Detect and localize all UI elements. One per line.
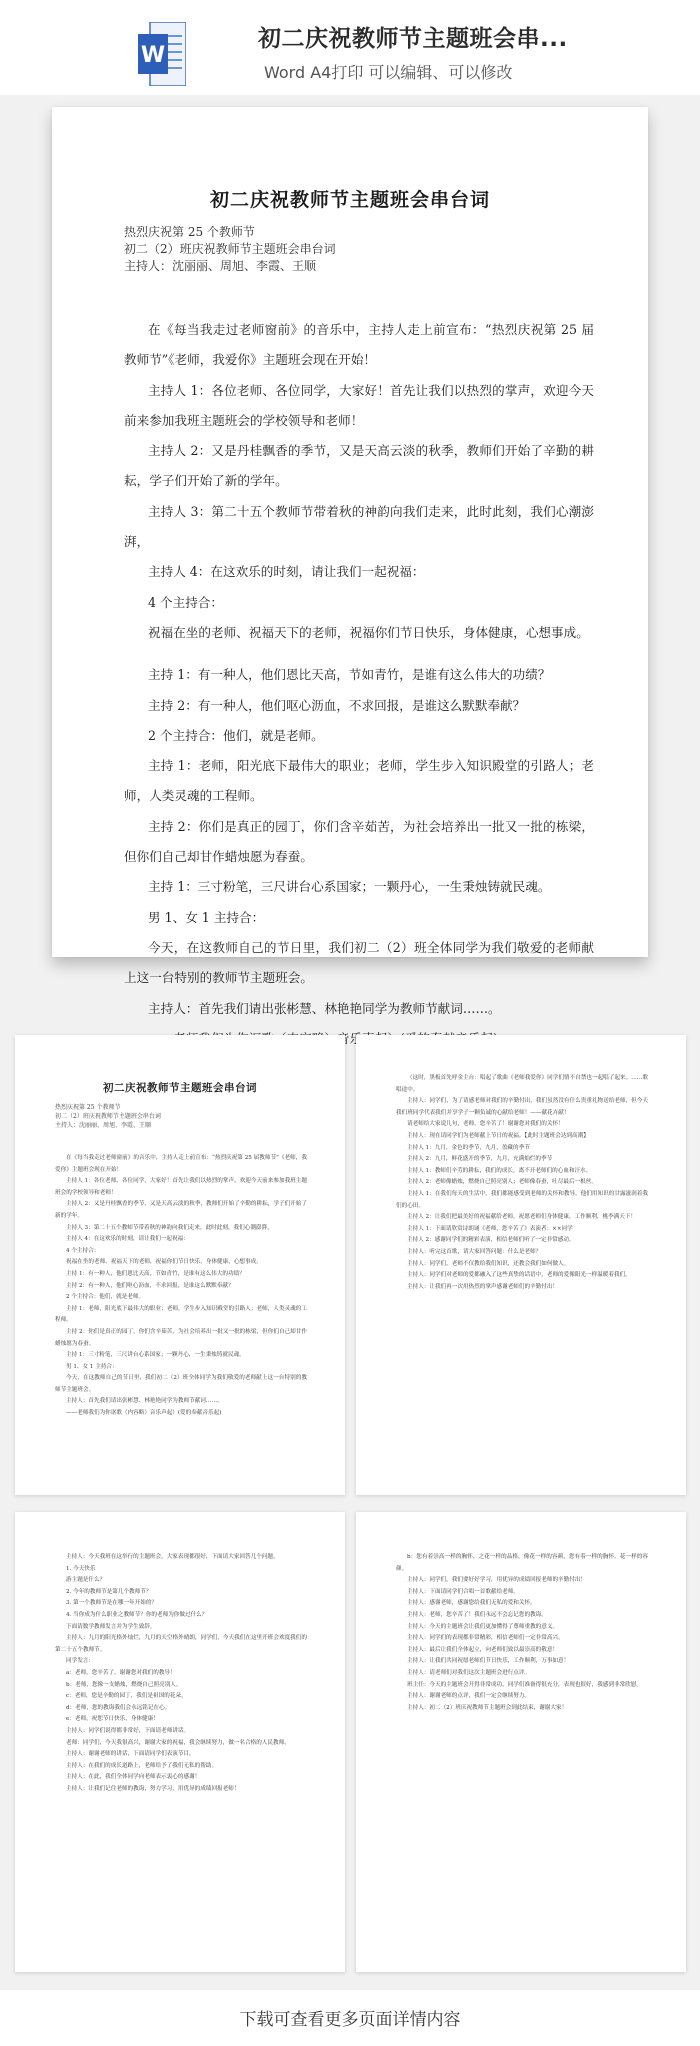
footer — [0, 1990, 700, 2046]
paragraph: 主持人 1：教师们辛劳的耕耘，我们的成长，离不开老师们的心血和汗水。 — [407, 1167, 592, 1174]
paragraph: 主持 1：三寸粉笔，三尺讲台心系国家；一颗丹心，一生秉烛铸就民魂。 — [66, 1352, 245, 1359]
meta-line: 初二（2）班庆祝教师节主题班会串台词 — [55, 1113, 161, 1120]
paragraph: 男 1、女 1 主持合： — [66, 1363, 118, 1370]
paragraph: 主持人：让我们再一次用热烈的掌声感谢老师们的辛勤付出！ — [407, 1283, 559, 1290]
page-thumbnail-3[interactable] — [15, 1512, 345, 1972]
paragraph: 主持人：请老师们对我们这次主题班会进行点评。 — [407, 1669, 531, 1676]
paragraph: 主持人：现在请同学们为老师献上节日的祝福。【此时主题班会达到高潮】 — [407, 1132, 589, 1139]
paragraph: 主持人：首先我们请出张彬慧、林艳艳同学为教师节献词……。 — [66, 1398, 223, 1405]
meta-line: 主持人：沈丽丽、周旭、李霞、王顺 — [124, 259, 317, 273]
paragraph: 主持人：感谢老师，感谢您给我们无私的爱和关怀。 — [407, 1600, 536, 1607]
paragraph: 主持人：今天我班在这举行的主题班会，大家表现都很好，下面请大家回答几个问题。 — [66, 1554, 279, 1560]
paragraph: 3. 第一个教师节是在哪一年开始的？ — [66, 1600, 158, 1607]
paragraph: （这时，黑板首先呼金主台：唱起了歌曲《老师我爱你》同学们情不自禁也一起唱了起来。……歌唱途中。 — [396, 1075, 648, 1093]
paragraph: 1. 今天快乐 — [66, 1565, 96, 1572]
paragraph: 主持人 1：九月，金色的季节，九月，盈藏的季节 — [407, 1144, 530, 1151]
meta-line: 热烈庆祝第 25 个教师节 — [55, 1104, 121, 1111]
download-more-link[interactable]: 下载可查看更多页面详情内容 — [239, 2010, 461, 2030]
paragraph: 主持人 3：第二十五个教师节带着秋的神韵向我们走来，此时此刻，我们心潮澎湃， — [124, 503, 594, 550]
thumbnail-body — [55, 1552, 307, 1795]
paragraph: 主持 2：有一种人，他们呕心沥血，不求回报，是谁这么默默奉献？ — [148, 697, 526, 713]
header — [0, 0, 700, 95]
paragraph: e：老师，祝您节日快乐，身体健康！ — [66, 1716, 159, 1723]
thumbnail-title: 初二庆祝教师节主题班会串台词 — [103, 1082, 257, 1094]
paragraph: 同学发言： — [66, 1658, 94, 1665]
thumbnail-body — [396, 1073, 648, 1293]
paragraph: 主持 2：你们是真正的园丁，你们含辛茹苦，为社会培养出一批又一批的栋梁，但你们自己却甘作蜡烛愿为春蚕。 — [124, 818, 594, 865]
paragraph: 主持 2：有一种人，他们呕心沥血，不求回报，是谁这么默默奉献？ — [66, 1282, 234, 1289]
paragraph: 主持人：今天的主题班会让我们更加懂得了尊师重教的意义。 — [407, 1623, 559, 1630]
paragraph: 主持 2：你们是真正的园丁，你们含辛茹苦，为社会培养出一批又一批的栋梁，但你们自己却甘作蜡烛愿为春蚕。 — [55, 1328, 307, 1347]
document-subtitle: Word A4打印 可以编辑、可以修改 — [264, 63, 513, 82]
main-document-page — [52, 107, 648, 1016]
paragraph: 主持人：让我们记住老师的教诲，努力学习，用优异的成绩回报老师！ — [66, 1785, 240, 1792]
page-thumbnail-2[interactable] — [356, 1035, 686, 1495]
paragraph: 主持人：老师，您辛苦了！我们永远不会忘记您的教诲。 — [407, 1611, 547, 1618]
word-icon-letter: W — [140, 43, 166, 68]
paragraph: 主持人：同学们，为了请感老师对我们的辛勤付出，我们虽然没有什么贵重礼物送给老师，但今天我们班同学代表我们并享学子一颗负诚的心献给老师！——献花卉献！ — [396, 1098, 648, 1116]
paragraph: 今天，在这教师自己的节日里，我们初二（2）班全体同学为我们敬爱的老师献上这一台特别的教师节主题班会。 — [55, 1375, 307, 1393]
meta-line: 热烈庆祝第 25 个教师节 — [124, 225, 255, 239]
paragraph: 2 个主持合：他们，就是老师。 — [66, 1294, 145, 1301]
paragraph: 主持人：在此，我们全体同学向老师表示衷心的感谢！ — [66, 1774, 201, 1781]
thumbnail-body — [55, 1153, 307, 1420]
paragraph: 主持人：同学们，老师不仅教给我们知识，还教会我们如何做人。 — [407, 1260, 570, 1267]
paragraph: 男 1、女 1 主持合： — [148, 909, 265, 925]
paragraph: 主持人 2：九月，鲜花盛开的季节，九月，充满灿烂的季节 — [407, 1156, 553, 1163]
paragraph: 主持人 2：老师像蜡烛，燃烧自己照亮别人；老师像春蚕，吐尽最后一根丝。 — [407, 1179, 597, 1186]
paragraph: 主持人 4：在这欢乐的时刻，请让我们一起祝福： — [148, 564, 425, 580]
thumbnail-body — [396, 1552, 648, 1714]
paragraph: c：老师，您是辛勤的园丁，我们是祖国的花朵。 — [66, 1693, 187, 1700]
paragraph: 祝福在坐的老师、祝福天下的老师，祝福你们节日快乐，身体健康，心想事成。 — [66, 1259, 262, 1266]
paragraph: 主持人：在我们的成长道路上，老师给予了我们无私的帮助。 — [66, 1762, 218, 1769]
paragraph: d：老师，您的教诲我们会永远铭记在心。 — [66, 1704, 171, 1711]
meta-line: 主持人：沈丽丽、周旭、李霞、王顺 — [55, 1122, 152, 1129]
paragraph: 主持人：下面请同学们合唱一首歌献给老师。 — [407, 1588, 519, 1595]
page-body — [124, 315, 594, 1054]
page-title: 初二庆祝教师节主题班会串台词 — [209, 189, 490, 211]
thumbnail-meta — [55, 1103, 161, 1130]
paragraph: 主持人 2：又是丹桂飘香的季节，又是天高云淡的秋季，教师们开始了辛勤的耕耘，学子们开始了新的学年。 — [124, 443, 594, 489]
paragraph: b：老师，您像一支蜡烛，燃烧自己照亮别人。 — [66, 1681, 182, 1688]
paragraph: 主持 1：三寸粉笔，三尺讲台心系国家；一颗丹心，一生秉烛铸就民魂。 — [148, 879, 551, 895]
paragraph: 游主题是什么？ — [66, 1577, 106, 1584]
paragraph: 主持人 1：在我们每天的生活中，我们都能感受到老师的关怀和教导，他们用知识的甘露滋润着我们的心田。 — [396, 1190, 648, 1209]
paragraph: 主持人 2：让我们把最美好的祝福献给老师，祝愿老师们身体健康，工作顺利，桃李满天下！ — [407, 1214, 637, 1221]
paragraph: 主持人 2：又是丹桂飘香的季节，又是天高云淡的秋季，教师们开始了辛勤的耕耘，学子们开始了新的学年。 — [55, 1201, 307, 1219]
paragraph: 祝福在坐的老师、祝福天下的老师，祝福你们节日快乐，身体健康，心想事成。 — [148, 624, 589, 640]
paragraph: 主持 1：有一种人，他们恩比天高，节如青竹，是谁有这么伟大的功绩？ — [148, 667, 551, 683]
word-doc-icon — [138, 22, 186, 86]
paragraph: 4 个主持合： — [148, 594, 223, 610]
paragraph: 今天，在这教师自己的节日里，我们初二（2）班全体同学为我们敬爱的老师献上这一台特别的教师节主题班会。 — [124, 939, 594, 986]
paragraph: 主持人：同学们的表现都非常精彩，相信老师们一定非常高兴。 — [407, 1635, 564, 1642]
paragraph: 下面请数学教师发言并为学生致辞。 — [66, 1623, 156, 1630]
paragraph: 主持人 1：下面请欣赏诗朗诵《老师，您辛苦了》表演者：××同学 — [407, 1225, 573, 1232]
paragraph: b：您有着崇高一样的胸怀，之花一样的品格，像花一样的容颜，您有着一样的胸怀，花一样的容颜。 — [396, 1554, 648, 1572]
paragraph: 主持人：九月的阳光格外灿烂，九月的天空格外晴朗，同学们，今天我们在这里开班会欢度我们的第二十五个教师节。 — [55, 1635, 307, 1653]
paragraph: 2. 今年的教师节是第几个教师节？ — [66, 1588, 152, 1595]
paragraph: 老师：同学们，今天我很高兴，谢谢大家的祝福，我会继续努力，做一名合格的人民教师。 — [66, 1739, 290, 1746]
paragraph: 4. 当你成为什么职业之教师节？你的老师为你做过什么？ — [66, 1611, 208, 1618]
paragraph: 在《每当我走过老师窗前》的音乐中，主持人走上前宣布：“热烈庆祝第 25 届教师节”《老师，我爱你》主题班会现在开始！ — [124, 322, 594, 368]
page-meta — [124, 224, 336, 275]
paragraph: 主持 1：老师，阳光底下最伟大的职业；老师，学生步入知识殿堂的引路人；老师，人类灵魂的工程师。 — [55, 1305, 307, 1324]
paragraph: 主持人 4：在这欢乐的时刻，请让我们一起祝福： — [66, 1236, 189, 1243]
document-title: 初二庆祝教师节主题班会串... — [258, 26, 568, 52]
paragraph: a：老师，您辛苦了，谢谢您对我们的教导！ — [66, 1669, 176, 1676]
paragraph: 班主任：今天的主题班会开得非常成功，同学们准备得很充分，表现也很好，我感到非常欣慰。 — [407, 1681, 642, 1688]
paragraph: 主持人 3：第二十五个教师节带着秋的神韵向我们走来，此时此刻，我们心潮澎湃， — [66, 1224, 273, 1231]
page-thumbnail-4[interactable] — [356, 1512, 686, 1972]
paragraph: 2 个主持合：他们，就是老师。 — [148, 727, 324, 743]
meta-line: 初二（2）班庆祝教师节主题班会串台词 — [124, 242, 336, 256]
paragraph: 主持人：初二（2）班庆祝教师节主题班会到此结束，谢谢大家！ — [407, 1704, 568, 1711]
paragraph: 主持人：同学们对老师的爱都融入了这些真挚的话语中，老师的爱像阳光一样温暖着我们。 — [407, 1272, 631, 1279]
paragraph: 主持人：让我们共同祝愿老师们节日快乐，工作顺利，万事如意！ — [407, 1658, 570, 1665]
paragraph: 4 个主持合： — [66, 1247, 100, 1254]
paragraph: ——老师我们为你讴歌（内容略）音乐声起）(爱的奉献音乐起) — [66, 1410, 222, 1417]
paragraph: 主持人：同学们，我们要好好学习，用优异的成绩回报老师的辛勤付出！ — [407, 1577, 587, 1584]
paragraph: 主持人 1：各位老师、各位同学，大家好！首先让我们以热烈的掌声，欢迎今天前来参加我班主题班会的学校领导和老师！ — [124, 382, 594, 428]
paragraph: 主持人：谢谢老师的讲话，下面请同学们表演节目。 — [66, 1751, 195, 1758]
paragraph: 主持人 2：感谢同学们的精彩表演，相信老师们听了一定非常感动。 — [407, 1237, 575, 1244]
paragraph: 主持人：首先我们请出张彬慧、林艳艳同学为教师节献词……。 — [148, 1000, 501, 1016]
paragraph: 主持人：听完这首歌，请大家回答问题：什么是老师？ — [407, 1248, 542, 1255]
paragraph: 主持人：同学们说得都非常好，下面请老师讲话。 — [66, 1727, 190, 1734]
page-thumbnail-1[interactable] — [15, 1035, 345, 1495]
paragraph: 主持 1：老师，阳光底下最伟大的职业；老师，学生步入知识殿堂的引路人；老师，人类灵魂的工程师。 — [124, 758, 594, 804]
paragraph: 在《每当我走过老师窗前》的音乐中，主持人走上前宣布：“热烈庆祝第 25 届教师节”《老师，我爱你》主题班会现在开始！ — [55, 1155, 307, 1173]
paragraph: 主持人 1：各位老师、各位同学，大家好！首先让我们以热烈的掌声，欢迎今天前来参加我班主题班会的学校领导和老师！ — [55, 1178, 307, 1196]
paragraph: 主持人：最后让我们全体起立，向老师们致以最崇高的敬意！ — [407, 1646, 559, 1653]
paragraph: 主持人：谢谢老师的点评，我们一定会继续努力。 — [407, 1693, 531, 1700]
paragraph: 请老师给大家说几句，老师，您辛苦了！谢谢您对我们的关怀！ — [407, 1121, 564, 1128]
paragraph: 主持 1：有一种人，他们恩比天高，节如青竹，是谁有这么伟大的功绩？ — [66, 1270, 245, 1277]
